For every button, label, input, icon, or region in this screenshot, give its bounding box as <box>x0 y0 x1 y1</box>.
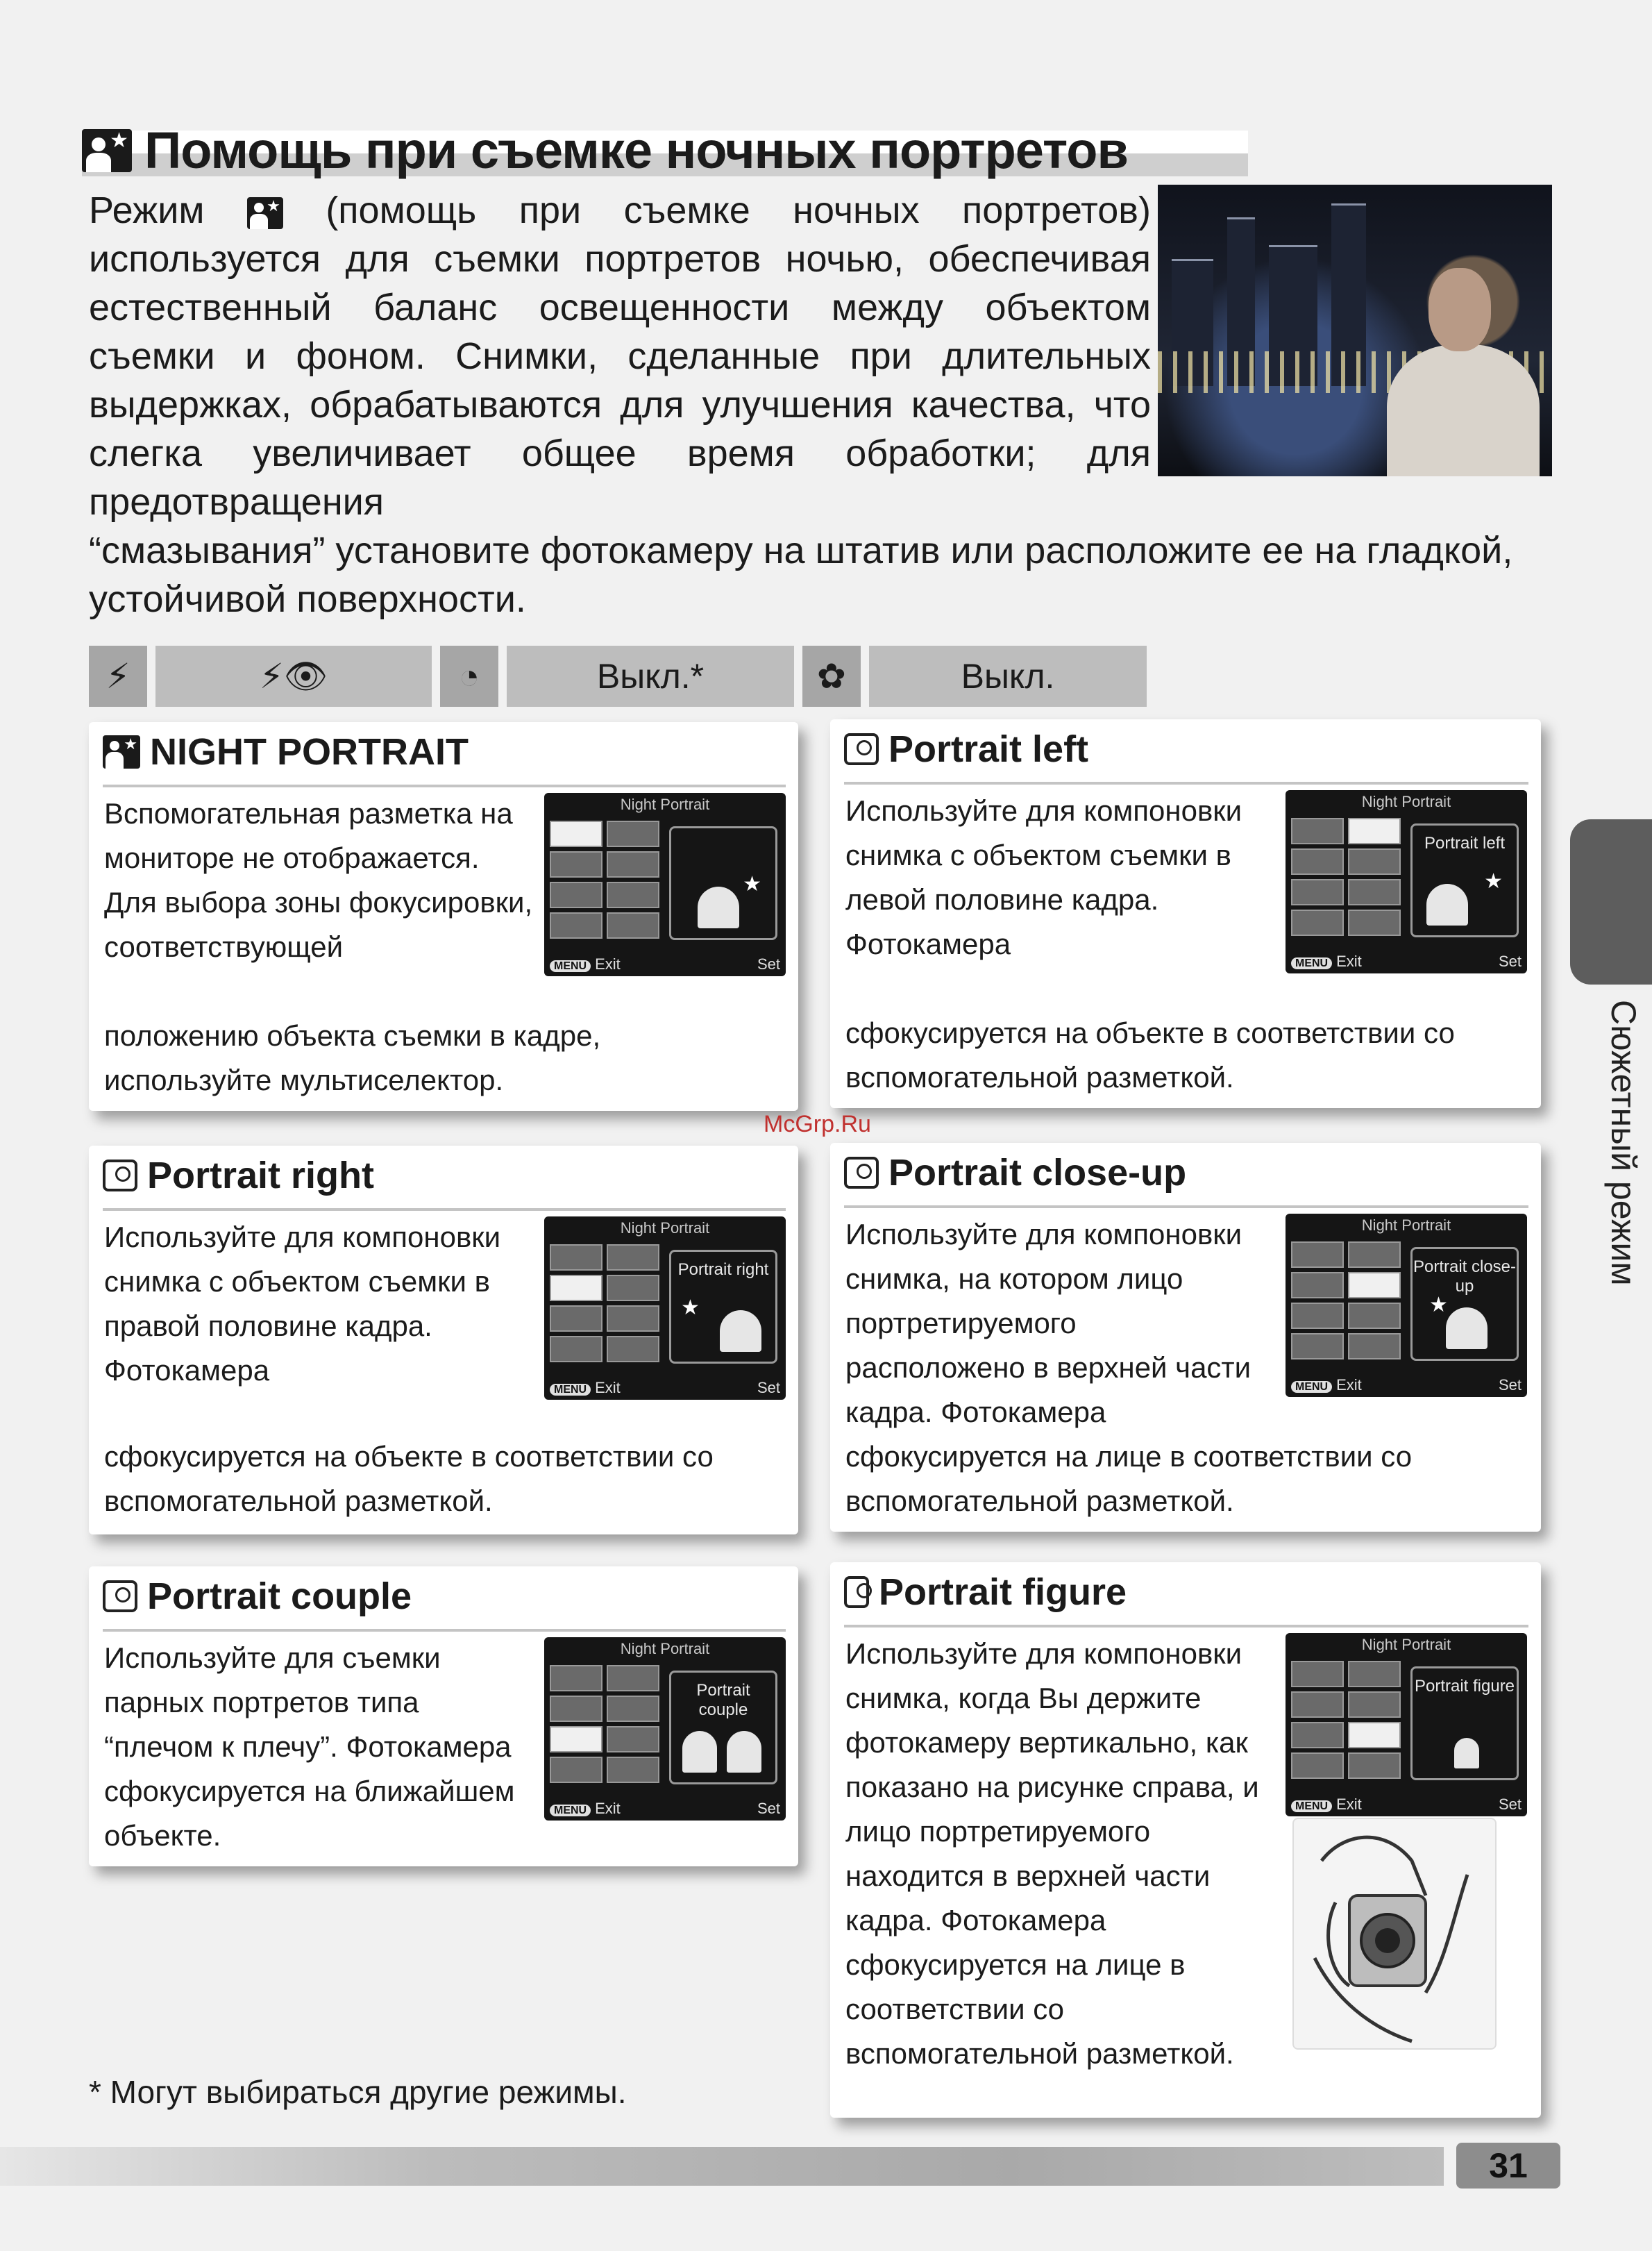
card-text: Используйте для съемки парных портретов типа “плечом к плечу”. Фотокамера сфокусируется на ближайшем объекте. <box>104 1641 515 1852</box>
camera-screen: Night Portrait Portrait close-up ★ MENU Exit Set <box>1286 1214 1527 1397</box>
card-portrait-left <box>830 719 1541 1108</box>
card-portrait-closeup <box>830 1143 1541 1532</box>
portrait-right-icon <box>103 1160 137 1191</box>
flash-setting: ⚡👁 <box>155 646 432 707</box>
card-title: NIGHT PORTRAIT <box>150 731 469 773</box>
page-number: 31 <box>1456 2143 1560 2189</box>
screen-preview: Portrait close-up ★ <box>1410 1247 1519 1361</box>
night-portrait-icon: ★ <box>103 735 140 769</box>
hands-holding-camera-illustration <box>1292 1818 1497 2050</box>
flash-icon: ⚡ <box>89 646 147 707</box>
screen-preview: Portrait left ★ <box>1410 823 1519 937</box>
card-night-portrait <box>89 722 798 1111</box>
camera-screen: Night Portrait Portrait right ★ MENU Exit Set <box>544 1216 786 1400</box>
camera-screen: Night Portrait Portrait couple MENU Exit Set <box>544 1637 786 1821</box>
screen-preview: Portrait right ★ <box>669 1250 777 1364</box>
card-text: Вспомогательная разметка на мониторе не отображается. Для выбора зоны фокусировки, соответствующей <box>104 797 533 963</box>
portrait-figure-icon <box>844 1576 869 1608</box>
card-title: Portrait couple <box>147 1575 412 1617</box>
card-text-continued: сфокусируется на лице в соответствии со вспомогательной разметкой. <box>845 1440 1413 1517</box>
selftimer-icon: ◔ <box>440 646 498 707</box>
side-tab <box>1570 819 1652 985</box>
card-text-continued: сфокусируется на объекте в соответствии со вспомогательной разметкой. <box>104 1440 714 1517</box>
bottom-bar <box>0 2147 1444 2186</box>
macro-icon: ✿ <box>802 646 861 707</box>
card-text: Используйте для компоновки снимка, на котором лицо портретируемого расположено в верхней части кадра. Фотокамера <box>845 1218 1251 1428</box>
card-portrait-couple <box>89 1566 798 1866</box>
selftimer-setting: Выкл.* <box>507 646 794 707</box>
card-title: Portrait figure <box>879 1571 1127 1613</box>
card-title: Portrait right <box>147 1155 375 1196</box>
camera-screen: Night Portrait ★ MENU Exit Set <box>544 793 786 976</box>
camera-screen: Night Portrait Portrait figure MENU Exit Set <box>1286 1633 1527 1816</box>
page-title: ★ Помощь при съемке ночных портретов <box>82 121 1128 180</box>
card-text: Используйте для компоновки снимка с объектом съемки в правой половине кадра. Фотокамера <box>104 1221 501 1387</box>
screen-preview: Portrait couple <box>669 1671 777 1784</box>
screen-preview: Portrait figure <box>1410 1666 1519 1780</box>
portrait-couple-icon <box>103 1580 137 1612</box>
macro-setting: Выкл. <box>869 646 1147 707</box>
card-text: Используйте для компоновки снимка с объектом съемки в левой половине кадра. Фотокамера <box>845 794 1242 960</box>
watermark: McGrp.Ru <box>764 1111 871 1137</box>
portrait-left-icon <box>844 733 879 765</box>
intro-continued: “смазывания” установите фотокамеру на штатив или расположите ее на гладкой, устойчивой поверхности. <box>89 530 1513 620</box>
portrait-closeup-icon <box>844 1157 879 1189</box>
night-portrait-photo <box>1158 185 1552 476</box>
section-side-label: Сюжетный режим <box>1604 1000 1643 1286</box>
screen-preview: ★ <box>669 826 777 940</box>
camera-screen: Night Portrait Portrait left ★ MENU Exit Set <box>1286 790 1527 973</box>
night-portrait-icon: ★ <box>247 197 283 229</box>
card-portrait-right <box>89 1146 798 1534</box>
card-title: Portrait close-up <box>888 1152 1187 1194</box>
card-text-continued: сфокусируется на объекте в соответствии со вспомогательной разметкой. <box>845 1016 1455 1094</box>
card-title: Portrait left <box>888 728 1089 770</box>
settings-strip <box>89 646 1155 707</box>
card-text-continued: положению объекта съемки в кадре, используйте мультиселектор. <box>104 1019 601 1096</box>
footnote: * Могут выбираться другие режимы. <box>89 2074 627 2110</box>
night-portrait-icon: ★ <box>82 129 132 172</box>
card-text: Используйте для компоновки снимка, когда Вы держите фотокамеру вертикально, как показано на рисунке справа, и лицо портретируемого находится в верхней части кадра. Фотокамера сфокусируется на лице в соответствии со вспомогательной разметкой. <box>845 1637 1259 2070</box>
intro-paragraph: Режим ★ (помощь при съемке ночных портретов) используется для съемки портретов ночью, обеспечивая естественный баланс освещенности между объектом съемки и фоном. Снимки, сделанные при длительных выдержках, обрабатываются для улучшения качества, что слегка увеличивает общее время обработки; для предотвращения <box>89 190 1151 523</box>
